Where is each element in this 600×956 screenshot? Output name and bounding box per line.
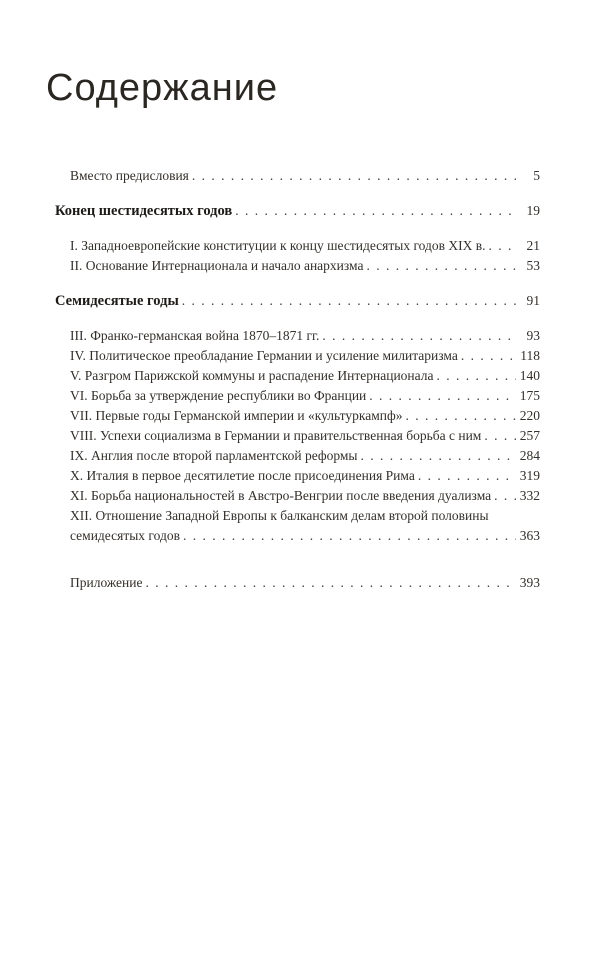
leader-dots — [145, 573, 516, 593]
toc-entry-page-number: 19 — [526, 203, 540, 218]
toc-entry — [55, 506, 540, 526]
toc-entry-page-number: 140 — [519, 368, 540, 383]
toc-entry-page-number: 5 — [533, 168, 540, 183]
toc-entry-label: VI. Борьба за утверждение республики во Франции — [70, 388, 367, 403]
toc-entry — [55, 486, 540, 506]
toc-entry — [55, 366, 540, 386]
toc-entry-page-number: 118 — [520, 348, 540, 363]
toc-entry-page-number: 53 — [526, 258, 540, 273]
leader-dots — [494, 486, 516, 506]
toc-entry-page-number: 332 — [519, 488, 540, 503]
toc-entry-label: X. Италия в первое десятилетие после присоединения Рима — [70, 468, 415, 483]
leader-dots — [367, 256, 517, 276]
toc-entry-label: II. Основание Интернационала и начало анархизма — [70, 258, 364, 273]
toc-entry — [55, 466, 540, 486]
toc-entry-label: I. Западноевропейские конституции к концу шестидесятых годов XIX в. — [70, 238, 486, 253]
toc-entry — [55, 201, 540, 221]
leader-dots — [406, 406, 516, 426]
toc-entry-label: XII. Отношение Западной Европы к балканским делам второй половины — [70, 508, 489, 523]
toc-entry-page-number: 393 — [519, 575, 540, 590]
toc-entry-page-number: 21 — [526, 238, 540, 253]
toc-entry — [55, 236, 540, 256]
toc-entry-label: IX. Англия после второй парламентской реформы — [70, 448, 358, 463]
toc-entry-page-number: 257 — [519, 428, 540, 443]
toc-entry-label: Приложение — [70, 575, 143, 590]
leader-dots — [183, 526, 516, 546]
toc-entry-page-number: 220 — [519, 408, 540, 423]
toc-entry-label: IV. Политическое преобладание Германии и усиление милитаризма — [70, 348, 458, 363]
toc-entry — [55, 426, 540, 446]
toc-entry — [55, 526, 540, 546]
leader-dots — [418, 466, 516, 486]
toc-entry-label: XI. Борьба национальностей в Австро-Венгрии после введения дуализма — [70, 488, 492, 503]
toc-entry — [55, 406, 540, 426]
leader-dots — [235, 201, 516, 221]
leader-dots — [182, 291, 516, 311]
toc-entry-label: III. Франко-германская война 1870–1871 гг. — [70, 328, 320, 343]
toc-entry — [55, 446, 540, 466]
page-title: Содержание — [46, 67, 279, 109]
toc-entry-page-number: 175 — [519, 388, 540, 403]
leader-dots — [192, 166, 516, 186]
leader-dots — [484, 426, 516, 446]
toc-entry-page-number: 91 — [526, 293, 540, 308]
toc-entry — [55, 326, 540, 346]
leader-dots — [437, 366, 517, 386]
toc-entry-page-number: 363 — [519, 528, 540, 543]
toc-entry — [55, 166, 540, 186]
toc-entry-page-number: 319 — [519, 468, 540, 483]
toc-entry — [55, 291, 540, 311]
leader-dots — [322, 326, 516, 346]
toc-entry — [55, 386, 540, 406]
toc-entry — [55, 256, 540, 276]
toc-entry-label: Вместо предисловия — [70, 168, 189, 183]
toc-entry — [55, 346, 540, 366]
leader-dots — [369, 386, 516, 406]
toc-entry-label: Семидесятые годы — [55, 293, 179, 309]
table-of-contents — [55, 166, 540, 593]
toc-entry-label: Конец шестидесятых годов — [55, 203, 233, 219]
leader-dots — [461, 346, 516, 366]
toc-entry-label: семидесятых годов — [70, 528, 180, 543]
book-contents-page — [0, 66, 600, 956]
toc-entry-label: VIII. Успехи социализма в Германии и правительственная борьба с ним — [70, 428, 482, 443]
leader-dots — [489, 236, 517, 256]
toc-entry-label: VII. Первые годы Германской империи и «культуркампф» — [70, 408, 403, 423]
toc-entry-page-number: 93 — [526, 328, 540, 343]
toc-entry — [55, 573, 540, 593]
toc-entry-label: V. Разгром Парижской коммуны и распадение Интернационала — [70, 368, 434, 383]
toc-entry-page-number: 284 — [519, 448, 540, 463]
leader-dots — [361, 446, 516, 466]
